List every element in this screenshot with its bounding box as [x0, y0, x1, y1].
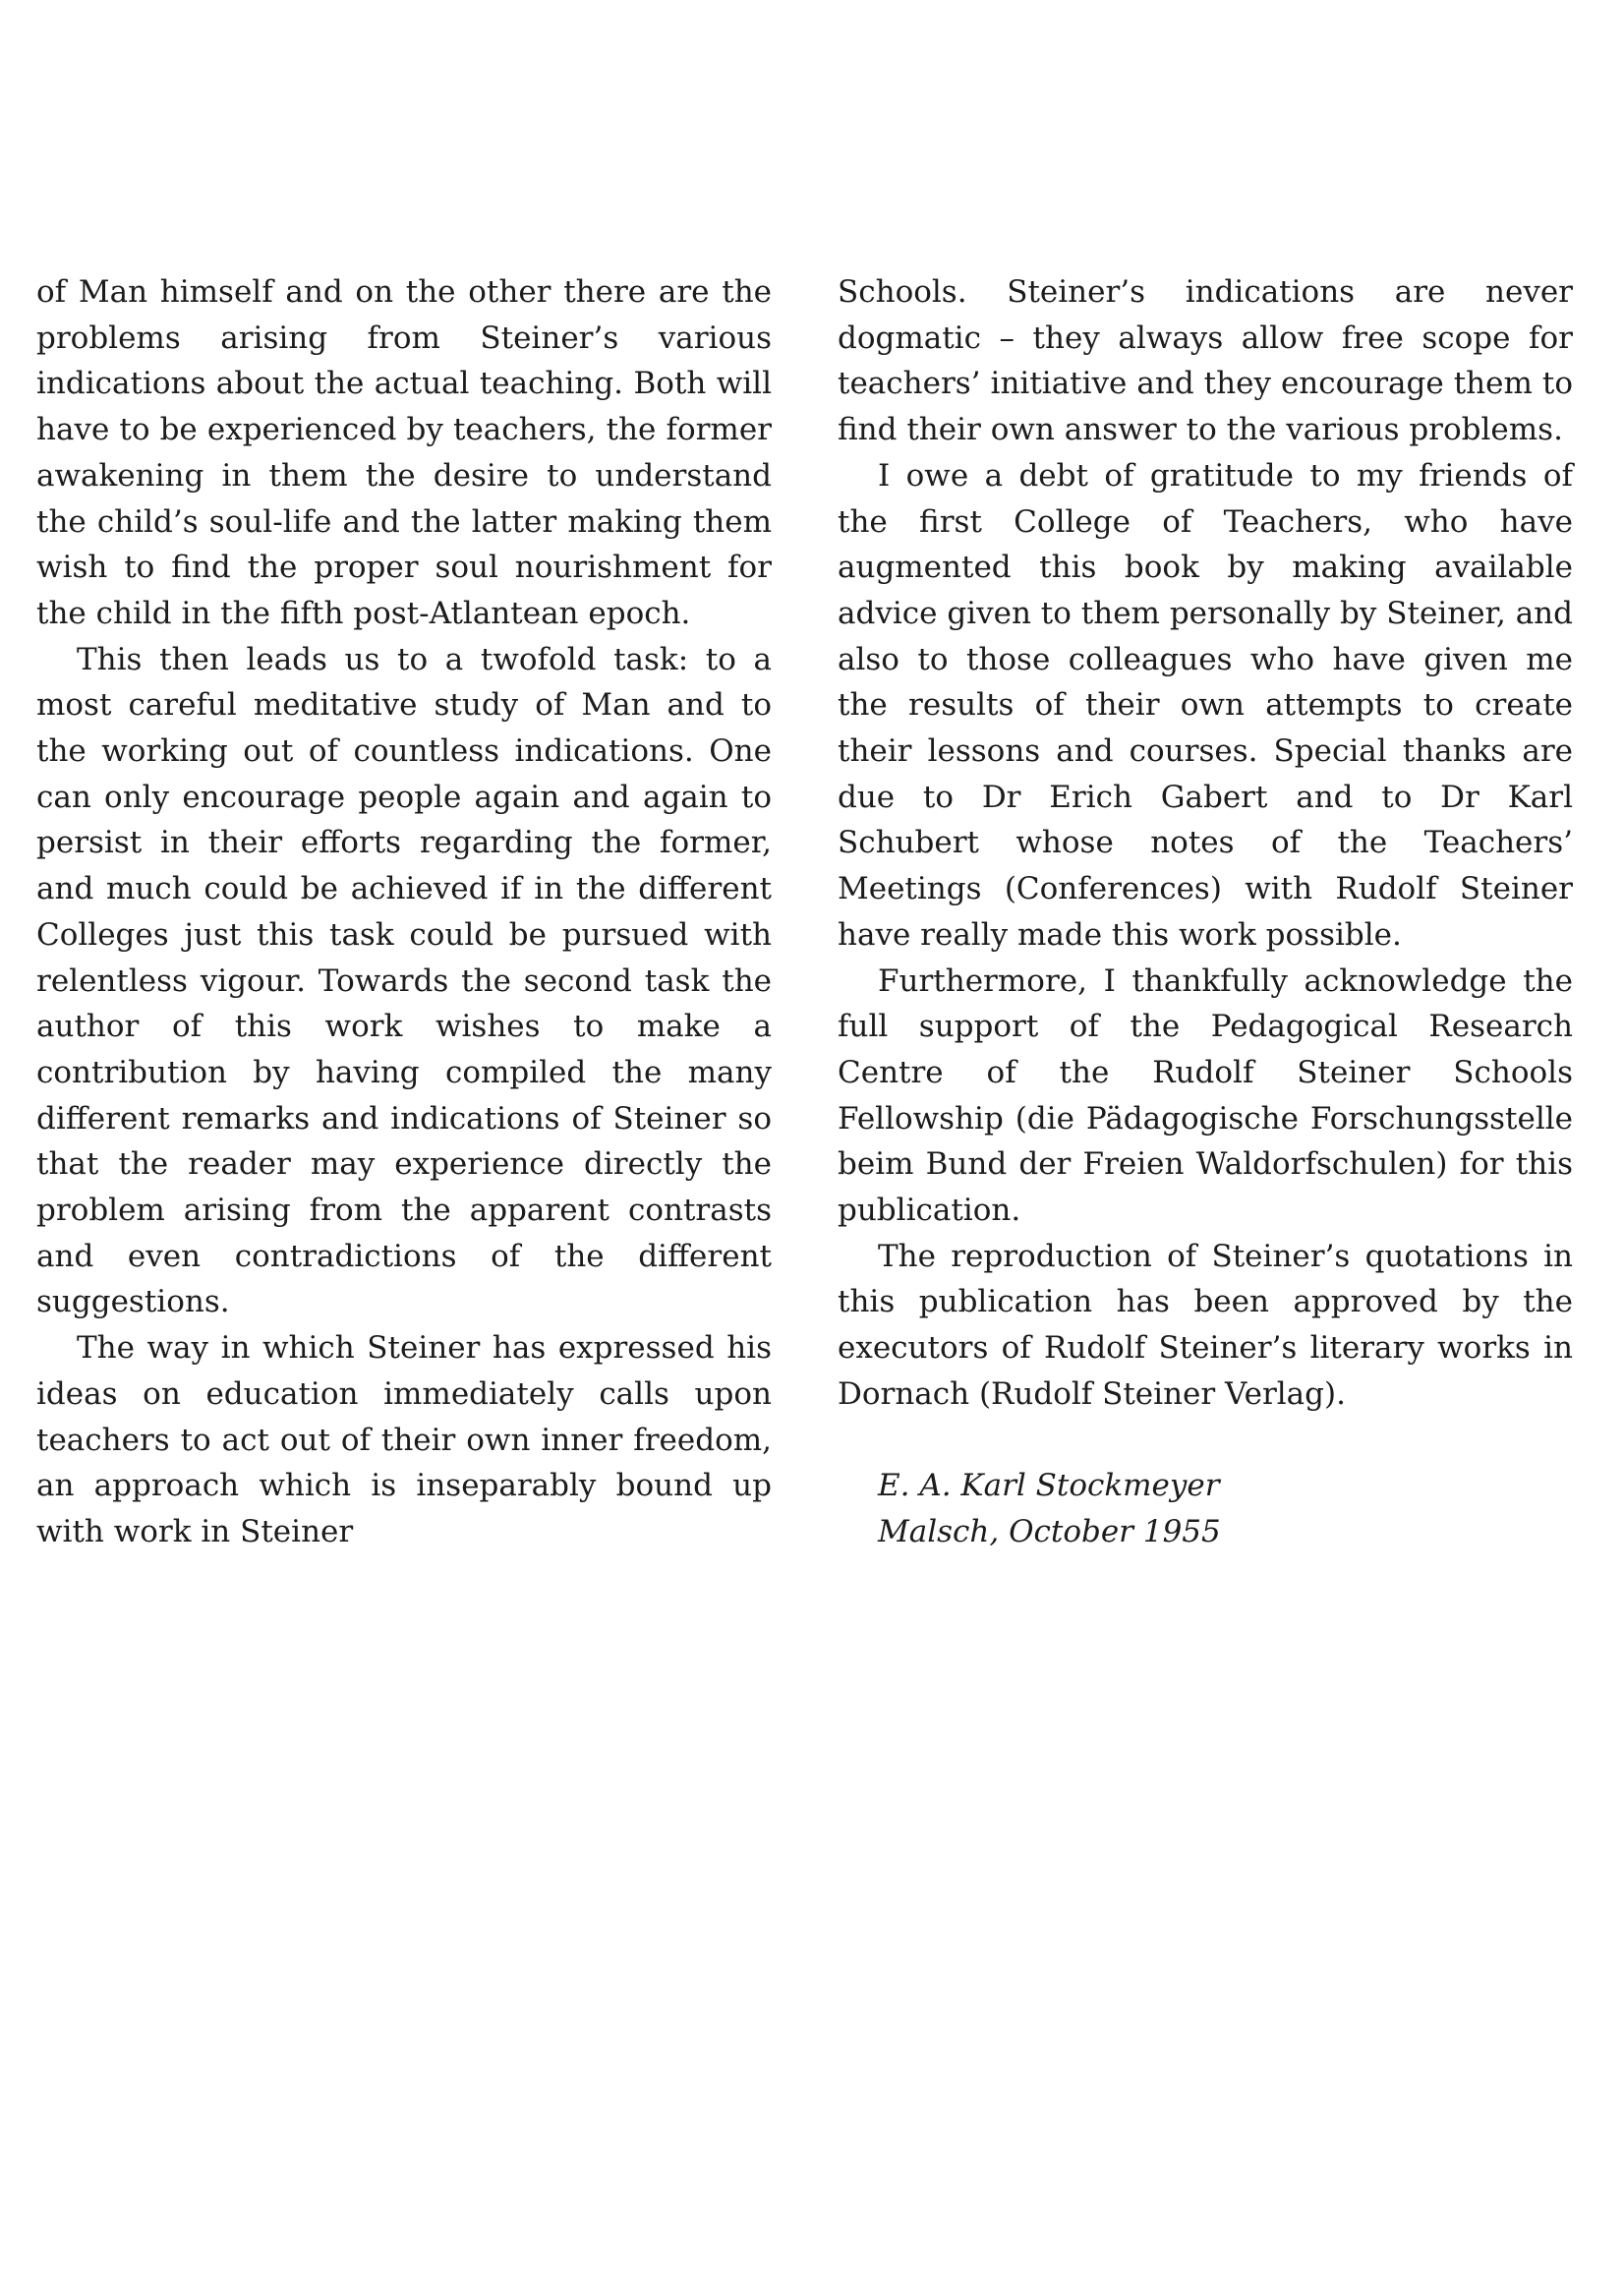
paragraph: I owe a debt of gratitude to my friends of the first College of Teachers, who have augmented this book by making available advice given to them personally by Steiner, and also to those colleagues who have given me the results of their own attempts to create their lessons and courses. Special thanks are due to Dr Erich Gabert and to Dr Karl Schubert whose notes of the Teachers’ Meetings (Conferences) with Rudolf Steiner have really made this work possible. [838, 457, 1573, 953]
signature-place-date: Malsch, October 1955 [878, 1513, 1221, 1549]
paragraph: of Man himself and on the other there are the problems arising from Steiner’s various indications about the actual teaching. Both will have to be experienced by teachers, the former awakening in them the desire to understand the child’s soul-life and the latter making them wish to find the proper soul nourishment for the child in the fifth post-Atlantean epoch. [36, 274, 772, 631]
signature-block [838, 1463, 1573, 1554]
paragraph: Schools. Steiner’s indications are never dogmatic – they always allow free scope for teachers’ initiative and they encourage them to find their own answer to the various problems. [838, 274, 1573, 448]
left-text-column [36, 269, 772, 1555]
paragraph: Furthermore, I thankfully acknowledge the full support of the Pedagogical Research Centre of the Rudolf Steiner Schools Fellowship (die Pädagogische Forschungsstelle beim Bund der Freien Waldorfschulen) for this publication. [838, 962, 1573, 1229]
paragraph: The reproduction of Steiner’s quotations in this publication has been approved by the executors of Rudolf Steiner’s literary works in Dornach (Rudolf Steiner Verlag). [838, 1238, 1573, 1412]
paragraph: This then leads us to a twofold task: to a most careful meditative study of Man and to the working out of countless indications. One can only encourage people again and again to persist in their efforts regarding the former, and much could be achieved if in the different Colleges just this task could be pursued with relentless vigour. Towards the second task the author of this work wishes to make a contribution by having compiled the many different remarks and indications of Steiner so that the reader may experience directly the problem arising from the apparent contrasts and even contradictions of the different suggestions. [36, 641, 772, 1320]
paragraph: The way in which Steiner has expressed his ideas on education immediately calls upon teachers to act out of their own inner freedom, an approach which is inseparably bound up with work in Steiner [36, 1330, 772, 1549]
right-text-column [838, 269, 1573, 1555]
signature-name: E. A. Karl Stockmeyer [878, 1468, 1220, 1504]
